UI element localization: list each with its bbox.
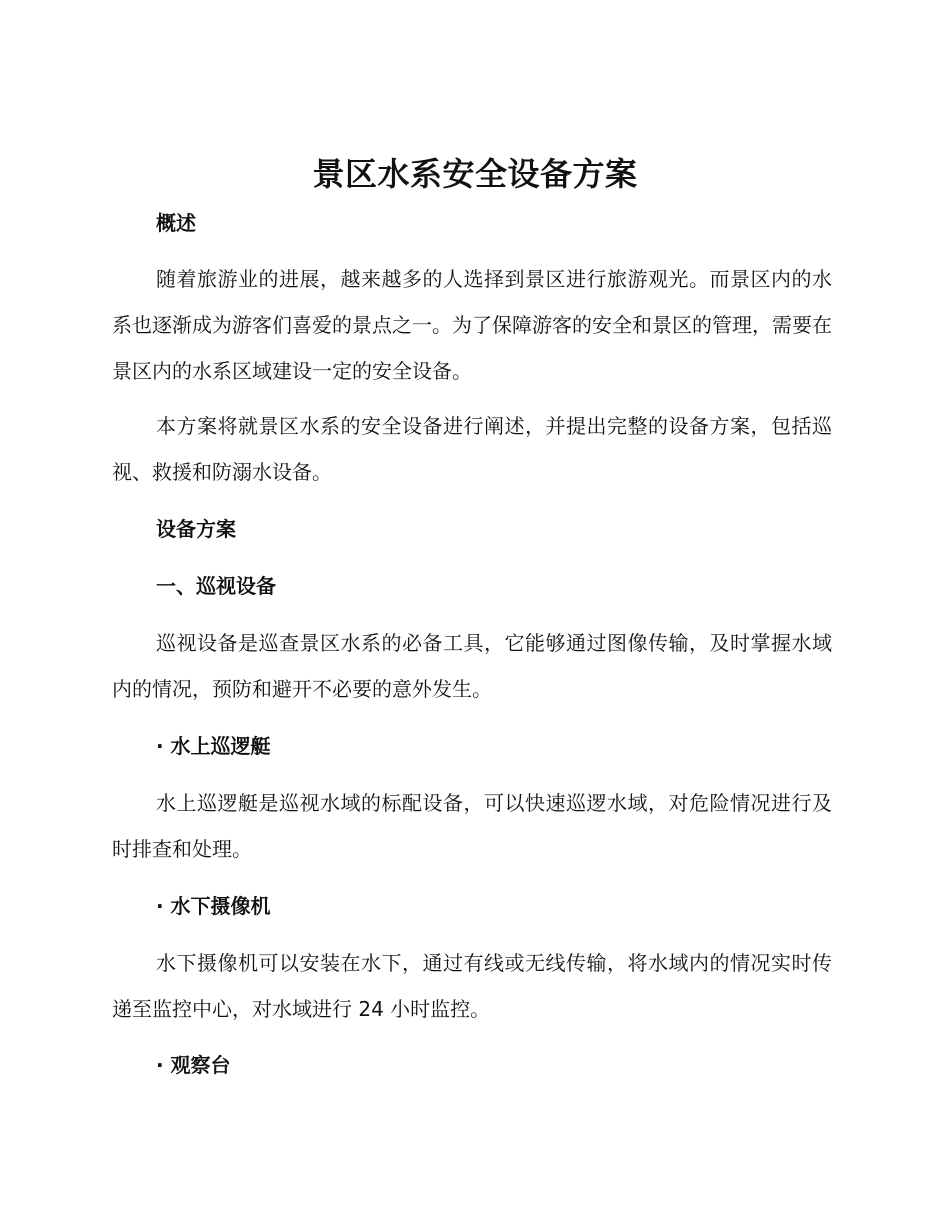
overview-paragraph-2: 本方案将就景区水系的安全设备进行阐述，并提出完整的设备方案，包括巡视、救援和防溺水设备。 bbox=[112, 414, 832, 484]
section-1-heading: 一、巡视设备 bbox=[156, 574, 276, 598]
item-3-heading: · 观察台 bbox=[156, 1053, 231, 1077]
item-2-paragraph: 水下摄像机可以安装在水下，通过有线或无线传输，将水域内的情况实时传递至监控中心，对水域进行 24 小时监控。 bbox=[112, 951, 832, 1021]
overview-paragraph-1: 随着旅游业的进展，越来越多的人选择到景区进行旅游观光。而景区内的水系也逐渐成为游客们喜爱的景点之一。为了保障游客的安全和景区的管理，需要在景区内的水系区域建设一定的安全设备。 bbox=[112, 267, 832, 383]
item-1-paragraph: 水上巡逻艇是巡视水域的标配设备，可以快速巡逻水域，对危险情况进行及时排查和处理。 bbox=[112, 791, 832, 861]
section-1-paragraph: 巡视设备是巡查景区水系的必备工具，它能够通过图像传输，及时掌握水域内的情况，预防和避开不必要的意外发生。 bbox=[112, 631, 832, 701]
document-title: 景区水系安全设备方案 bbox=[312, 155, 638, 193]
item-2-heading: · 水下摄像机 bbox=[156, 894, 271, 918]
plan-heading: 设备方案 bbox=[156, 517, 236, 541]
item-1-heading: · 水上巡逻艇 bbox=[156, 734, 271, 758]
overview-heading: 概述 bbox=[156, 211, 196, 235]
